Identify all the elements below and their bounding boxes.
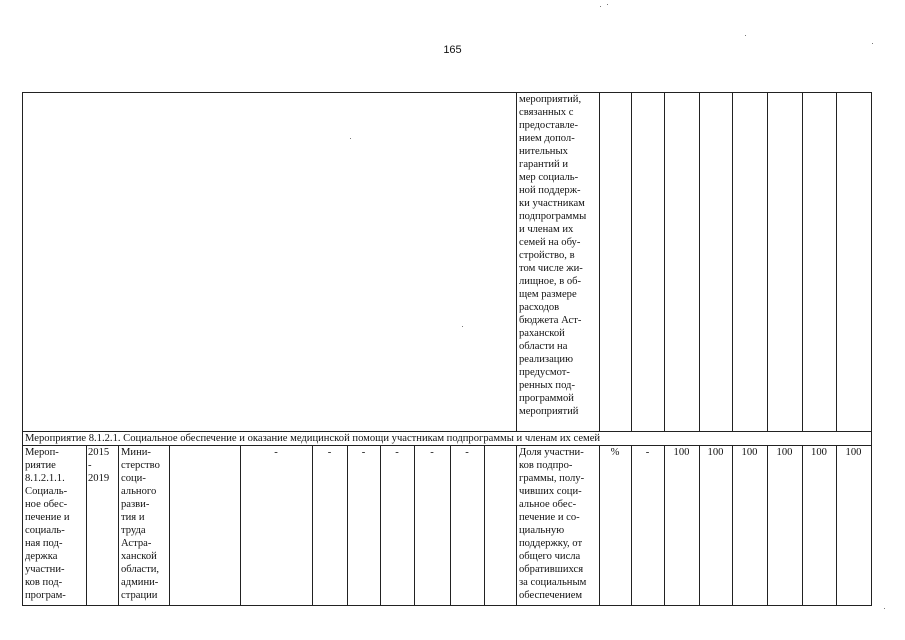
table-border-bottom — [22, 605, 872, 606]
table-border-left — [22, 92, 23, 606]
target-value-cell: 100 — [845, 447, 862, 458]
table-border-top — [22, 92, 872, 93]
executor-cell: Мини- стерство соци- ального разви- тия и труда Астра- ханской области, админи- страции — [121, 447, 160, 601]
scan-speck — [607, 4, 608, 5]
lower-column-rule — [664, 445, 665, 606]
scan-speck — [600, 6, 601, 7]
scan-speck — [884, 608, 885, 609]
lower-column-rule — [631, 445, 632, 606]
base-value-cell: - — [645, 447, 650, 458]
table-border-right — [871, 92, 872, 606]
lower-column-rule — [599, 445, 600, 606]
period-cell: 2015 - 2019 — [88, 447, 110, 484]
lower-column-rule — [347, 445, 348, 606]
upper-column-rule — [516, 92, 517, 432]
lower-column-rule — [86, 445, 87, 606]
lower-column-rule — [732, 445, 733, 606]
funding-value-cell: - — [465, 447, 469, 458]
funding-value-cell: - — [361, 447, 366, 458]
lower-column-rule — [414, 445, 415, 606]
scan-speck — [745, 35, 746, 36]
section-heading: Мероприятие 8.1.2.1. Социальное обеспечение и оказание медицинской помощи участникам подпрограммы и членам их семей — [25, 433, 601, 444]
upper-column-rule — [767, 92, 768, 432]
target-value-cell: 100 — [707, 447, 724, 458]
lower-column-rule — [802, 445, 803, 606]
upper-column-rule — [836, 92, 837, 432]
continued-indicator-cell: мероприятий, связанных с предоставле- нием допол- нительных гарантий и мер социаль- ной поддерж- ки участникам подпрограммы и членам их семей на обу- стройство, в том числе жи- лищное, в об- щем размере расходов бюджета Аст- раханской области на реализацию предусмот- ренных под- программой мероприятий — [519, 94, 587, 417]
funding-value-cell: - — [274, 447, 278, 458]
lower-column-rule — [516, 445, 517, 606]
lower-column-rule — [118, 445, 119, 606]
indicator-text-cell: Доля участни- ков подпро- граммы, полу- чивших соци- альное обес- печение и со- циальную поддержку, от общего числа обратившихся за социальным обеспечением — [519, 447, 587, 601]
upper-column-rule — [599, 92, 600, 432]
funding-value-cell: - — [395, 447, 399, 458]
upper-column-rule — [699, 92, 700, 432]
target-value-cell: 100 — [741, 447, 758, 458]
activity-name-cell: Мероп- риятие 8.1.2.1.1. Социаль- ное обес- печение и социаль- ная под- держка участни- ков под- програм- — [25, 447, 70, 601]
target-value-cell: 100 — [811, 447, 827, 458]
scan-speck — [462, 326, 463, 327]
page-number: 165 — [443, 44, 462, 56]
lower-column-rule — [240, 445, 241, 606]
lower-column-rule — [312, 445, 313, 606]
program-table — [22, 92, 872, 606]
funding-value-cell: - — [327, 447, 332, 458]
upper-column-rule — [664, 92, 665, 432]
lower-column-rule — [836, 445, 837, 606]
upper-column-rule — [732, 92, 733, 432]
lower-column-rule — [169, 445, 170, 606]
funding-value-cell: - — [430, 447, 434, 458]
lower-column-rule — [450, 445, 451, 606]
scan-speck — [872, 43, 873, 44]
unit-cell: % — [610, 447, 620, 458]
target-value-cell: 100 — [673, 447, 690, 458]
upper-column-rule — [802, 92, 803, 432]
upper-column-rule — [631, 92, 632, 432]
lower-column-rule — [699, 445, 700, 606]
lower-column-rule — [380, 445, 381, 606]
scan-speck — [350, 138, 351, 139]
lower-column-rule — [484, 445, 485, 606]
target-value-cell: 100 — [776, 447, 793, 458]
lower-column-rule — [767, 445, 768, 606]
